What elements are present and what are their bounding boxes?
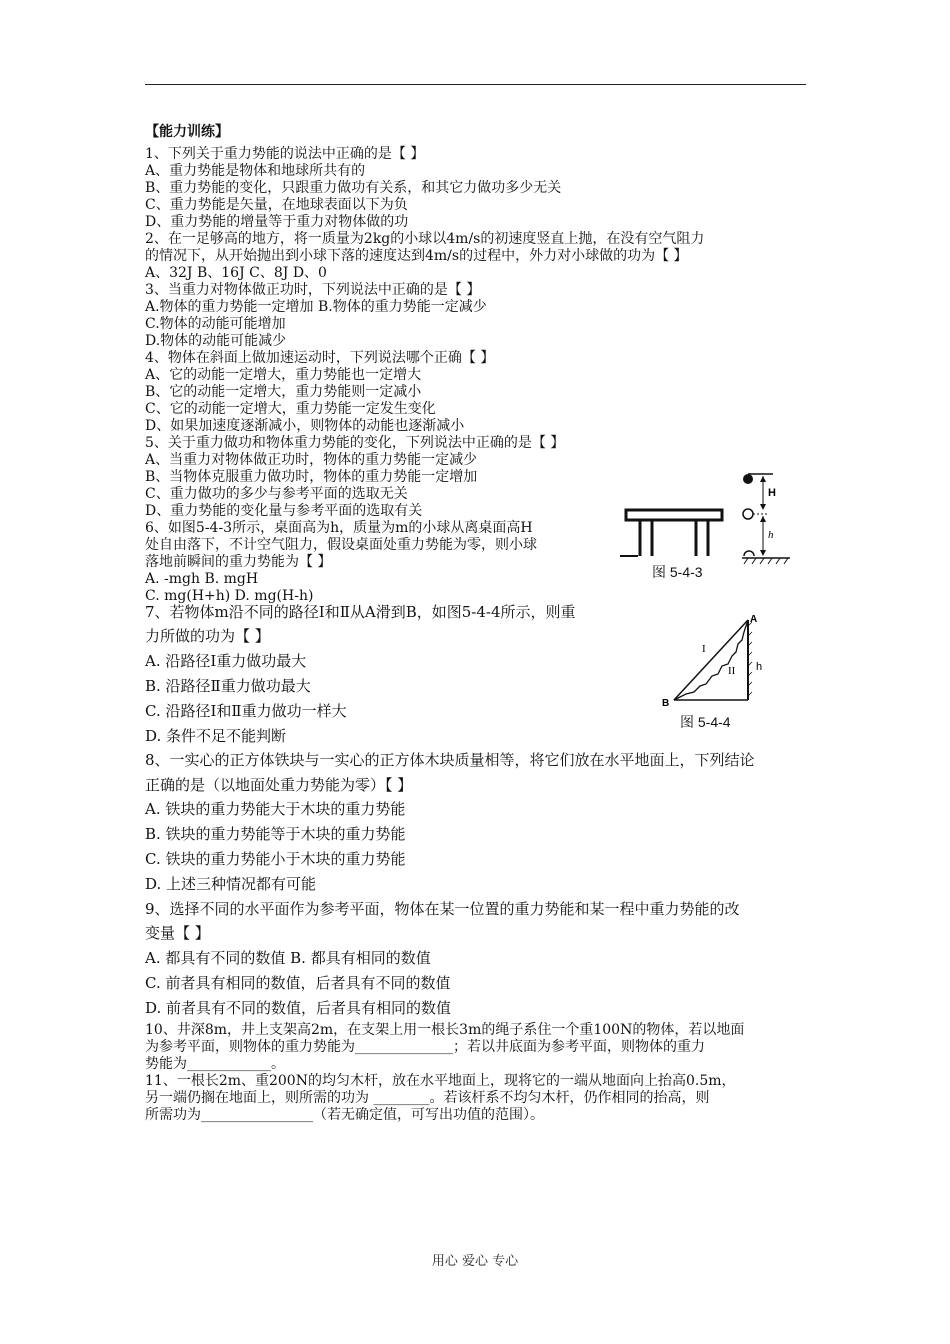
q3-stem: 3、当重力对物体做正功时，下列说法中正确的是【 】 [145,282,481,298]
q8-option-b: B. 铁块的重力势能等于木块的重力势能 [145,825,406,843]
q2-stem-line1: 2、在一足够高的地方，将一质量为2kg的小球以4m/s的初速度竖直上抛，在没有空气阻力 [145,231,705,247]
table-ball-diagram [618,470,810,580]
fig2-label-A: A [750,614,758,625]
fig2-caption: 图 5-4-4 [680,714,731,730]
q11-line1: 11、一根长2m、重200N的均匀木杆，放在水平地面上，现将它的一端从地面向上抬高0.5m， [145,1073,736,1089]
q7-option-a: A. 沿路径Ⅰ重力做功最大 [145,652,307,670]
q5-option-a: A、当重力对物体做正功时，物体的重力势能一定减少 [145,452,478,468]
q1-stem: 1、下列关于重力势能的说法中正确的是【 】 [145,146,425,162]
q2-stem-line2: 的情况下，从开始抛出到小球下落的速度达到4m/s的过程中，外力对小球做的功为【 】 [145,248,688,264]
fig2-label-II: II [728,665,736,677]
q11-line2: 另一端仍搁在地面上，则所需的功为 ________。若该杆系不均匀木杆，仍作相同的抬高，则 [145,1090,710,1106]
q8-option-c: C. 铁块的重力势能小于木块的重力势能 [145,850,406,868]
q4-option-b: B、它的动能一定增大，重力势能则一定减小 [145,384,422,400]
q3-options-ab: A.物体的重力势能一定增加 B.物体的重力势能一定减少 [145,299,487,315]
fig2-label-h: h [756,661,763,673]
q8-option-d: D. 上述三种情况都有可能 [145,875,317,893]
q8-stem-line1: 8、一实心的正方体铁块与一实心的正方体木块质量相等，将它们放在水平地面上，下列结论 [145,751,755,769]
q6-options-ab: A. -mgh B. mgH [145,571,259,587]
q9-option-d: D. 前者具有不同的数值，后者具有相同的数值 [145,999,452,1017]
q5-option-c: C、重力做功的多少与参考平面的选取无关 [145,486,408,502]
q6-options-cd: C. mg(H+h) D. mg(H-h) [145,588,314,604]
q3-option-d: D.物体的动能可能减少 [145,333,287,349]
q8-option-a: A. 铁块的重力势能大于木块的重力势能 [145,800,406,818]
figure-5-4-3 [618,470,810,580]
q8-stem-line2: 正确的是（以地面处重力势能为零）【 】 [145,776,413,794]
q6-stem-line3: 落地前瞬间的重力势能为【 】 [145,554,332,570]
q1-option-a: A、重力势能是物体和地球所共有的 [145,163,366,179]
q10-line3: 势能为____________。 [145,1056,285,1072]
page-footer: 用心 爱心 专心 [431,1254,519,1269]
fig1-label-H: H [768,487,776,499]
incline-paths-diagram [656,612,776,714]
q3-option-c: C.物体的动能可能增加 [145,316,286,332]
q4-option-d: D、如果加速度逐渐减小，则物体的动能也逐渐减小 [145,418,465,434]
q1-option-c: C、重力势能是矢量，在地球表面以下为负 [145,197,408,213]
fig1-label-h: h [768,529,774,541]
fig2-label-B: B [662,698,670,709]
q9-stem-line1: 9、选择不同的水平面作为参考平面，物体在某一位置的重力势能和某一程中重力势能的改 [145,900,740,918]
q5-stem: 5、关于重力做功和物体重力势能的变化，下列说法中正确的是【 】 [145,435,565,451]
q5-option-b: B、当物体克服重力做功时，物体的重力势能一定增加 [145,469,478,485]
q2-options: A、32J B、16J C、8J D、0 [145,265,327,281]
q9-stem-line2: 变量【 】 [145,924,210,942]
q10-line2: 为参考平面，则物体的重力势能为______________；若以井底面为参考平面，则物体的重力 [145,1039,705,1055]
q7-option-b: B. 沿路径Ⅱ重力做功最大 [145,677,311,695]
q4-option-c: C、它的动能一定增大，重力势能一定发生变化 [145,401,436,417]
q9-option-c: C. 前者具有相同的数值，后者具有不同的数值 [145,974,451,992]
q7-option-d: D. 条件不足不能判断 [145,727,287,745]
q10-line1: 10、井深8m，井上支架高2m，在支架上用一根长3m的绳子系住一个重100N的物体，若以地面 [145,1022,745,1038]
q4-stem: 4、物体在斜面上做加速运动时，下列说法哪个正确【 】 [145,350,495,366]
q1-option-b: B、重力势能的变化，只跟重力做功有关系，和其它力做功多少无关 [145,180,562,196]
q4-option-a: A、它的动能一定增大，重力势能也一定增大 [145,367,422,383]
fig1-caption: 图 5-4-3 [652,564,703,580]
q11-line3: 所需功为________________（若无确定值，可写出功值的范围）。 [145,1107,544,1123]
q9-options-ab: A. 都具有不同的数值 B. 都具有相同的数值 [145,949,431,967]
header-rule [145,84,806,85]
q6-stem-line1: 6、如图5-4-3所示，桌面高为h，质量为m的小球从离桌面高H [145,520,533,536]
section-heading: 【能力训练】 [145,124,229,140]
q7-stem-line1: 7、若物体m沿不同的路径Ⅰ和Ⅱ从A滑到B，如图5-4-4所示，则重 [145,603,576,621]
q5-option-d: D、重力势能的变化量与参考平面的选取有关 [145,503,423,519]
q6-stem-line2: 处自由落下，不计空气阻力，假设桌面处重力势能为零，则小球 [145,537,537,553]
q1-option-d: D、重力势能的增量等于重力对物体做的功 [145,214,409,230]
q7-option-c: C. 沿路径Ⅰ和Ⅱ重力做功一样大 [145,702,347,720]
q7-stem-line2: 力所做的功为【 】 [145,627,270,645]
fig2-label-I: I [702,643,706,655]
